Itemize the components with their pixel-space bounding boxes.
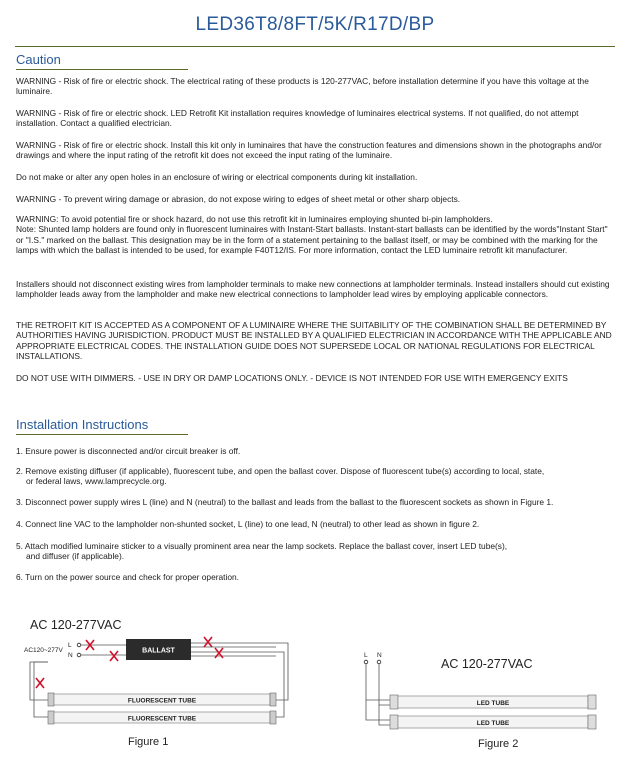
figure2-tube-2-label: LED TUBE — [476, 720, 510, 727]
caution-paragraph-2: WARNING - Risk of fire or electric shock. LED Retrofit Kit installation requires knowledge of luminaires electrical systems. If not qualified, do not attempt installation. Contact a qualified electrician. — [16, 108, 579, 129]
caution-paragraph-8: THE RETROFIT KIT IS ACCEPTED AS A COMPONENT OF A LUMINAIRE WHERE THE SUITABILITY OF THE COMBINATION SHALL BE DETERMINED BY AUTHORITIES HAVING JURISDICTION. PRODUCT MUST BE INSTALLED BY A QUALIFIED ELECTRICIAN IN ACCORDANCE WITH THE APPLICABLE AND APPROPRIATE ELECTRICAL CODES. THE INSTALLATION GUIDE DOES NOT SUPERSEDE LOCAL OR NATIONAL REGULATIONS FOR ELECTRICAL INSTALLATIONS. — [16, 320, 612, 361]
figure1-cut-mark-2 — [204, 637, 223, 658]
caution-heading-text: Caution — [16, 52, 61, 67]
figure2-diagram — [358, 648, 608, 736]
step-1-text: 1. Ensure power is disconnected and/or circuit breaker is off. — [16, 446, 241, 456]
step-4 — [16, 519, 616, 529]
figure1-small-ac: AC120~277V — [24, 647, 63, 654]
figure2-caption: Figure 2 — [478, 738, 519, 750]
caution-heading — [16, 52, 188, 70]
figure1-diagram — [18, 634, 318, 734]
step-3-text: 3. Disconnect power supply wires L (line) and N (neutral) to the ballast and leads from the ballast to the fluorescent sockets as shown in Figure 1. — [16, 497, 554, 507]
step-1 — [16, 446, 616, 456]
caution-paragraph-5: WARNING - To prevent wiring damage or abrasion, do not expose wiring to edges of sheet metal or other sharp objects. — [16, 194, 461, 204]
title-divider — [15, 46, 615, 47]
figure2-tube-1-label: LED TUBE — [476, 700, 510, 707]
figure1-tube-1-label: FLUORESCENT TUBE — [127, 697, 197, 705]
figure2-l-label: L — [364, 652, 368, 659]
figure1-l-terminal — [77, 643, 81, 647]
caution-underline — [16, 69, 188, 70]
figure1-n-label: N — [68, 652, 73, 659]
step-2-text: 2. Remove existing diffuser (if applicable), fluorescent tube, and open the ballast cover. Dispose of fluorescent tube(s) according to local, state, — [16, 466, 545, 476]
installation-heading-text: Installation Instructions — [16, 417, 149, 432]
figure1-cut-mark-1 — [86, 640, 118, 661]
step-6 — [16, 572, 616, 582]
caution-paragraph-9: DO NOT USE WITH DIMMERS. - USE IN DRY OR DAMP LOCATIONS ONLY. - DEVICE IS NOT INTENDED FOR USE WITH EMERGENCY EXITS — [16, 373, 568, 383]
figure1-tube-2-label: FLUORESCENT TUBE — [127, 715, 197, 723]
figure2-n-label: N — [377, 652, 382, 659]
step-6-text: 6. Turn on the power source and check for proper operation. — [16, 572, 239, 582]
figure1-caption: Figure 1 — [128, 736, 169, 748]
caution-paragraph-3: WARNING - Risk of fire or electric shock. Install this kit only in luminaires that have the construction features and dimensions shown in the photographs and/or drawings and where the input rating of the retrofit kit does not exceed the input rating of the luminaire. — [16, 140, 602, 161]
step-3 — [16, 497, 616, 507]
step-2-text-cont: or federal laws, www.lamprecycle.org. — [26, 476, 167, 487]
figure2-l-terminal — [364, 660, 368, 664]
figure1-cut-mark-3 — [36, 678, 44, 688]
step-4-text: 4. Connect line VAC to the lampholder non-shunted socket, L (line) to one lead, N (neutral) to other lead as shown in figure 2. — [16, 519, 480, 529]
caution-paragraph-1: WARNING - Risk of fire or electric shock. The electrical rating of these products is 120-277VAC, before installation determine if you have this voltage at the luminaire. — [16, 76, 589, 97]
document-title: LED36T8/8FT/5K/R17D/BP — [195, 14, 435, 35]
step-2 — [16, 466, 616, 487]
step-5-text-cont: and diffuser (if applicable). — [26, 551, 125, 562]
figure2-n-terminal — [377, 660, 381, 664]
caution-paragraph-6: WARNING: To avoid potential fire or shock hazard, do not use this retrofit kit in luminaires employing shunted bi-pin lampholders. Note: Shunted lamp holders are found only in fluorescent luminaires with Instant-Start ballasts. Instant-start ballasts can be identified by the words"Instant Start" or "I.S." marked on the ballast. This designation may be in the form of a statement pertaining to the ballast itself, or may be combined with the marking for the lamps with which the ballast is intended to be used, for example F40T12/IS. For more information, contact the LED luminaire retrofit kit manufacturer. — [16, 214, 608, 255]
step-5-text: 5. Attach modified luminaire sticker to a visually prominent area near the lamp sockets. Replace the ballast cover, insert LED tube(s), — [16, 541, 508, 551]
installation-heading — [16, 417, 188, 435]
installation-underline — [16, 434, 188, 435]
caution-paragraph-7: Installers should not disconnect existing wires from lampholder terminals to make new connections at lampholder terminals. Instead installers should cut existing lampholder leads away from the lampholder and make new electrical connections to lampholder lead wires by employing applicable connectors. — [16, 279, 610, 300]
figure1-ac-label: AC 120-277VAC — [30, 618, 122, 632]
caution-paragraph-4: Do not make or alter any open holes in an enclosure of wiring or electrical components during kit installation. — [16, 172, 418, 182]
figure1-l-label: L — [68, 642, 72, 649]
step-5 — [16, 541, 616, 562]
figure2-ac-label: AC 120-277VAC — [441, 657, 533, 671]
figure1-ballast-label: BALLAST — [142, 647, 175, 655]
figure1-n-terminal — [77, 653, 81, 657]
